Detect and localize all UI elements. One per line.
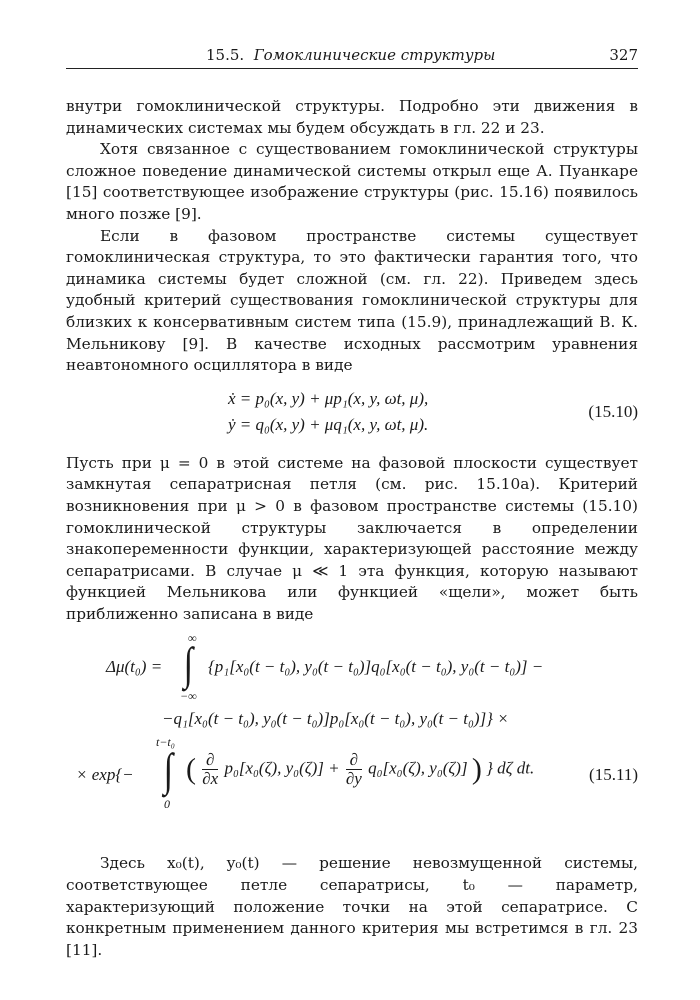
equation-number-15-10: (15.10)	[588, 401, 638, 421]
inner-term-2: q₀[x₀(ζ), y₀(ζ)]	[368, 758, 468, 778]
inner-integrand: ( $\frac{\partial}{\partial x}$ p₀[x₀(ζ), y₀(ζ)] + $\frac{\partial}{\partial y}$ q₀[x₀(ζ), y₀(ζ)] ) } dζ dt.	[186, 750, 535, 789]
melnikov-function-lhs: Δμ(t₀) =	[106, 657, 163, 677]
equation-15-10-line-2: ẏ = q₀(x, y) + μq₁(x, y, ωt, μ).	[228, 414, 429, 434]
equation-15-10	[66, 385, 638, 443]
inner-integral-sign: ∫	[163, 744, 174, 796]
equation-15-11-exp-prefix: × exp{−	[76, 765, 134, 785]
partial-y-numerator: ∂	[346, 751, 362, 770]
paragraph-3: Если в фазовом пространстве системы существует гомоклиническая структура, то это фактически гарантия того, что динамика системы будет сложной (см. гл. 22). Приведем здесь удобный критерий существования гомоклинической структуры для близких к консервативным систем типа (15.9), принадлежащий В. К. Мельникову [9]. В качестве исходных рассмотрим уравнения неавтономного осциллятора в виде	[66, 226, 638, 375]
partial-x-numerator: ∂	[202, 751, 218, 770]
equation-15-11-suffix: } dζ dt.	[486, 758, 535, 778]
equation-15-11	[66, 631, 638, 835]
paragraph-1: внутри гомоклинической структуры. Подробно эти движения в динамических системах мы будем обсуждать в гл. 22 и 23.	[66, 97, 638, 137]
book-page	[66, 44, 638, 961]
equation-15-11-row-1: {p₁[x₀(t − t₀), y₀(t − t₀)]q₀[x₀(t − t₀), y₀(t − t₀)] −	[208, 657, 544, 677]
header-section-title	[206, 46, 495, 64]
partial-x-fraction	[202, 751, 218, 788]
outer-integral-upper-limit: ∞	[188, 631, 197, 646]
paragraph-5: Здесь x₀(t), y₀(t) — решение невозмущенной системы, соответствующее петле сепаратрисы, t₀ — параметр, характеризующий положение точки на этой сепаратрисе. С конкретным применением данного критерия мы встретимся в гл. 23 [11].	[66, 854, 638, 959]
header-section-name: Гомоклинические структуры	[253, 46, 496, 64]
partial-y-denominator: ∂y	[345, 769, 362, 789]
equation-number-15-11: (15.11)	[589, 765, 638, 785]
outer-integral-lower-limit: −∞	[180, 689, 197, 704]
paragraph-2: Хотя связанное с существованием гомоклинической структуры сложное поведение динамической системы открыл еще А. Пуанкаре [15] соответствующее изображение структуры (рис. 15.16) появилось много позже [9].	[66, 140, 638, 223]
partial-y-fraction	[346, 751, 362, 788]
inner-integral-lower-limit: 0	[164, 797, 170, 812]
running-header	[66, 44, 638, 69]
partial-x-denominator: ∂x	[202, 769, 219, 789]
equation-15-10-line-1: ẋ = p₀(x, y) + μp₁(x, y, ωt, μ),	[228, 388, 429, 408]
header-section-number: 15.5.	[206, 46, 245, 64]
inner-term-1: p₀[x₀(ζ), y₀(ζ)] +	[224, 758, 340, 778]
page-number: 327	[609, 46, 638, 64]
equation-15-11-row-2: −q₁[x₀(t − t₀), y₀(t − t₀)]p₀[x₀(t − t₀), y₀(t − t₀)]} ×	[162, 709, 509, 729]
paragraph-4: Пусть при μ = 0 в этой системе на фазовой плоскости существует замкнутая сепаратрисная петля (см. рис. 15.10а). Критерий возникновения при μ > 0 в фазовом пространстве системы (15.10) гомоклинической структуры заключается в определении знакопеременности функции, характеризующей расстояние между сепаратрисами. В случае μ ≪ 1 эта функция, которую называют функцией Мельникова или функцией «щели», может быть приближенно записана в виде	[66, 453, 638, 623]
outer-integral-sign: ∫	[183, 638, 194, 690]
inner-integral-upper-limit: t−t₀	[156, 735, 175, 750]
